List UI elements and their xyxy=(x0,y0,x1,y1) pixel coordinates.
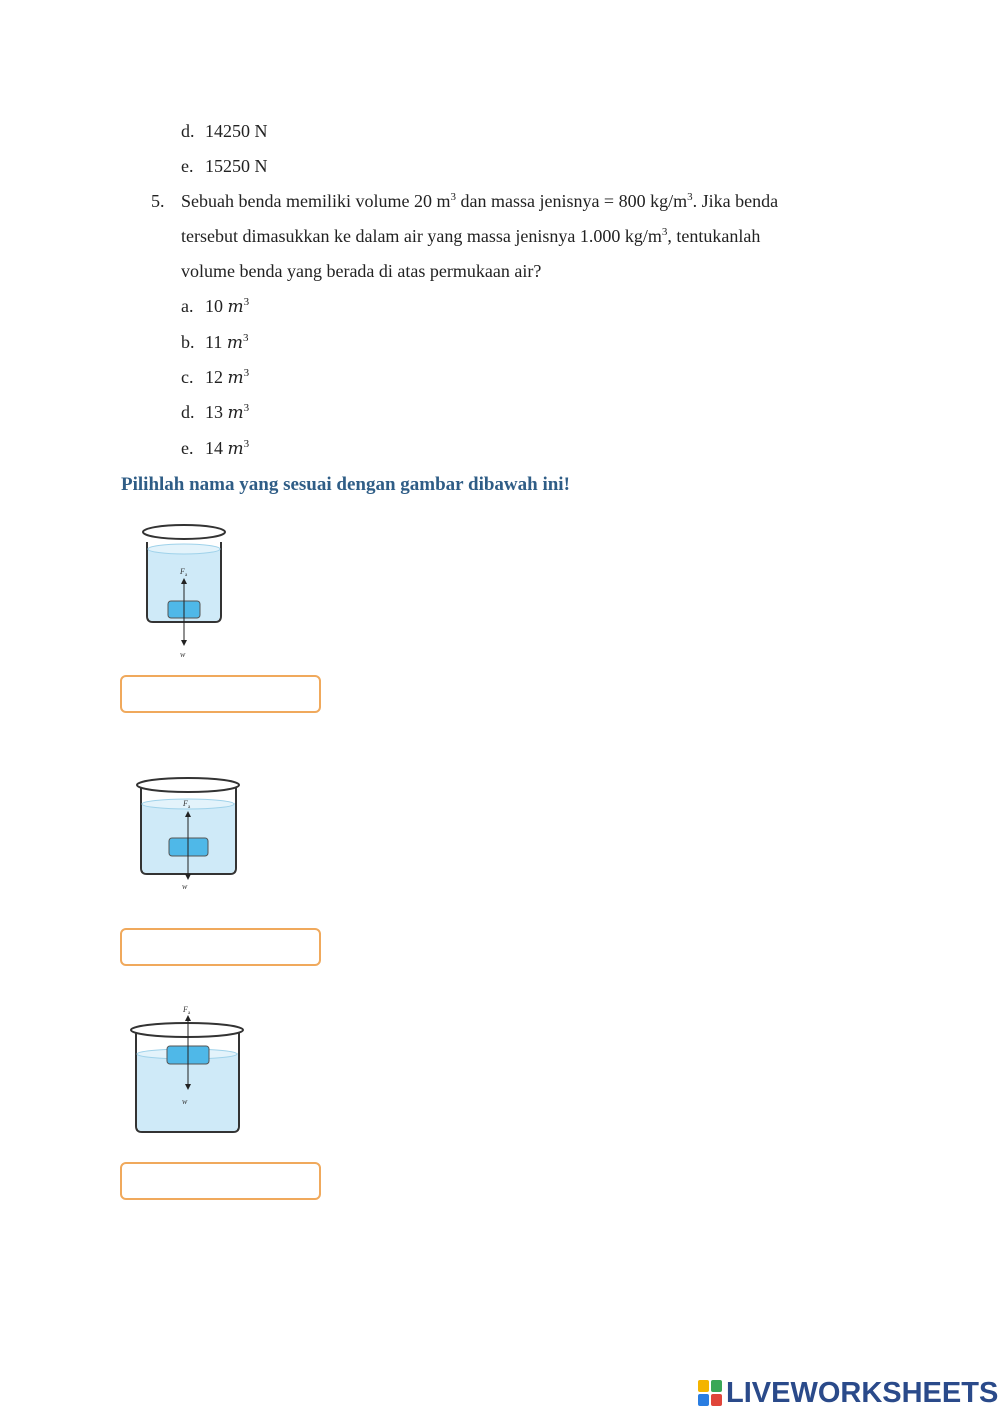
question-text: tersebut dimasukkan ke dalam air yang massa jenisnya 1.000 kg/m xyxy=(181,226,662,246)
liveworksheets-logo[interactable] xyxy=(698,1376,998,1410)
option-exponent: 3 xyxy=(243,296,250,308)
option-unit: m xyxy=(227,368,244,388)
buoyant-subscript: a xyxy=(188,805,191,810)
beaker-sinking-diagram xyxy=(135,518,235,663)
option-value: 10 xyxy=(205,296,223,316)
answer-box-3[interactable] xyxy=(120,1162,321,1200)
question-5-line-3: volume benda yang berada di atas permukaan air? xyxy=(181,261,542,281)
option-a xyxy=(181,296,249,317)
buoyant-subscript: a xyxy=(185,573,188,578)
option-value: 11 xyxy=(205,332,223,352)
option-text: 14250 N xyxy=(205,121,268,141)
option-d xyxy=(181,402,249,423)
option-letter: b. xyxy=(181,332,195,352)
buoyant-subscript: a xyxy=(188,1011,191,1016)
option-letter: d. xyxy=(181,121,195,141)
option-e xyxy=(181,438,249,459)
option-value: 13 xyxy=(205,402,223,422)
option-letter: d. xyxy=(181,402,195,422)
option-letter: a. xyxy=(181,296,194,316)
beaker-suspended-diagram xyxy=(130,770,250,895)
section-heading: Pilihlah nama yang sesuai dengan gambar dibawah ini! xyxy=(121,474,570,495)
answer-box-2[interactable] xyxy=(120,928,321,966)
option-exponent: 3 xyxy=(242,332,249,344)
question-text: , tentukanlah xyxy=(667,226,761,246)
superscript: 3 xyxy=(450,191,456,203)
option-d-prev xyxy=(181,121,268,142)
logo-grid-icon xyxy=(698,1380,722,1406)
buoyant-force-label: F xyxy=(183,1005,188,1014)
buoyant-force-label: F xyxy=(180,567,185,576)
option-letter: e. xyxy=(181,156,194,176)
option-exponent: 3 xyxy=(243,438,250,450)
option-exponent: 3 xyxy=(243,402,250,414)
option-e-prev xyxy=(181,156,268,177)
question-5-line-1 xyxy=(151,191,778,212)
question-number: 5. xyxy=(151,191,165,211)
option-c xyxy=(181,367,249,388)
weight-label: w xyxy=(182,882,188,891)
answer-box-1[interactable] xyxy=(120,675,321,713)
question-text: dan massa jenisnya = 800 kg/m xyxy=(455,191,688,211)
option-unit: m xyxy=(227,439,244,459)
option-value: 12 xyxy=(205,367,223,387)
question-text: Sebuah benda memiliki volume 20 m xyxy=(181,191,451,211)
option-text: 15250 N xyxy=(205,156,268,176)
superscript: 3 xyxy=(661,226,668,238)
option-letter: e. xyxy=(181,438,194,458)
option-b xyxy=(181,332,248,353)
weight-label: w xyxy=(182,1097,188,1106)
option-unit: m xyxy=(227,297,244,317)
option-letter: c. xyxy=(181,367,194,387)
weight-label: w xyxy=(180,650,186,659)
option-unit: m xyxy=(226,333,243,353)
question-text: . Jika benda xyxy=(692,191,779,211)
option-unit: m xyxy=(227,403,244,423)
option-exponent: 3 xyxy=(243,367,250,379)
option-value: 14 xyxy=(205,438,223,458)
question-5-line-2 xyxy=(181,226,760,247)
beaker-floating-diagram xyxy=(125,1000,255,1140)
buoyant-force-label: F xyxy=(183,799,188,808)
logo-text: LIVEWORKSHEETS xyxy=(726,1376,999,1409)
superscript: 3 xyxy=(687,191,693,203)
